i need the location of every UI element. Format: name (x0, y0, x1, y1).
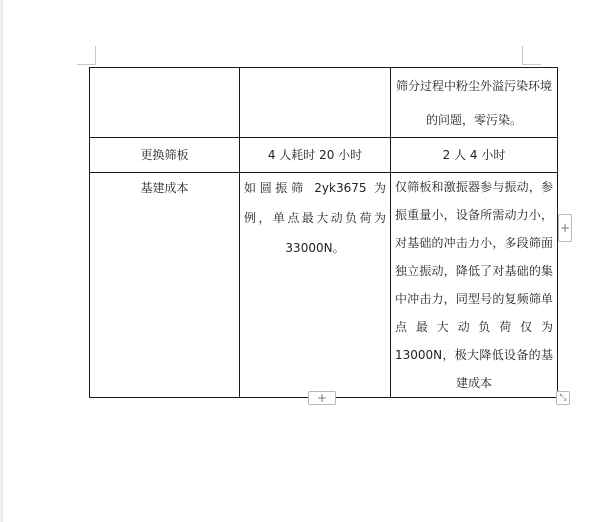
table-row (90, 138, 558, 173)
table-cell[interactable]: 筛分过程中粉尘外溢污染环境的问题，零污染。 (391, 68, 558, 138)
crop-mark (77, 64, 96, 65)
table-cell[interactable]: 仅筛板和激振器参与振动，参振重量小，设备所需动力小，对基础的冲击力小，多段筛面独立振动，降低了对基础的集中冲击力，同型号的复频筛单点最大动负荷仅为 13000N，极大降低设备的基建成本 (391, 173, 558, 398)
resize-handle-icon[interactable]: ⤡ (556, 391, 570, 405)
table-cell[interactable] (90, 68, 240, 138)
table-cell[interactable]: 4 人耗时 20 小时 (240, 138, 391, 173)
table-row (90, 173, 558, 398)
table-cell[interactable] (240, 68, 391, 138)
add-row-button[interactable]: + (558, 214, 572, 242)
table-cell[interactable]: 基建成本 (90, 173, 240, 398)
table-cell[interactable]: 2 人 4 小时 (391, 138, 558, 173)
table-cell[interactable]: 如圆振筛 2yk3675 为例，单点最大动负荷为 33000N。 (240, 173, 391, 398)
crop-mark (522, 46, 523, 65)
data-table (89, 67, 558, 398)
table-row (90, 68, 558, 138)
add-column-button[interactable]: + (308, 391, 336, 405)
crop-mark (95, 46, 96, 65)
crop-mark (522, 64, 541, 65)
table-cell[interactable]: 更换筛板 (90, 138, 240, 173)
